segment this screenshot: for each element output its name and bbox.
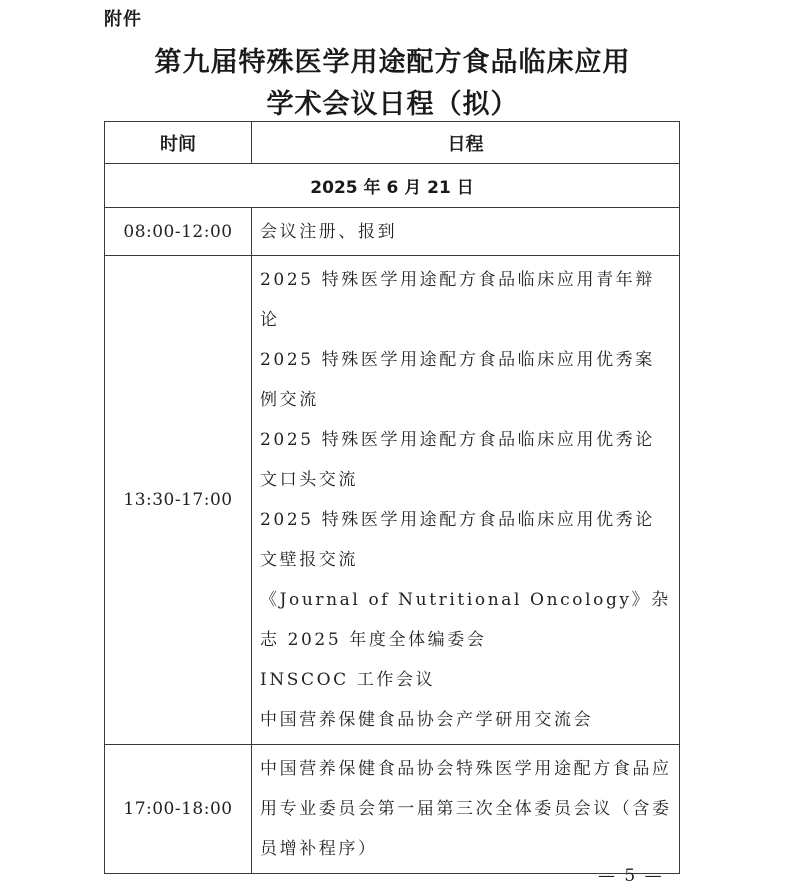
schedule-cell: [252, 208, 680, 256]
document-title-line-2: 学术会议日程（拟）: [266, 89, 519, 120]
table-row: [105, 208, 680, 256]
schedule-item: 中国营养保健食品协会特殊医学用途配方食品应用专业委员会第一届第三次全体委员会议（含委员增补程序）: [260, 759, 672, 859]
schedule-cell: [252, 256, 680, 745]
header-time: 时间: [105, 122, 252, 164]
time-cell: 17:00-18:00: [105, 745, 252, 874]
page-number: — 5 —: [598, 866, 664, 886]
table-row: [105, 256, 680, 745]
schedule-item: INSCOC 工作会议: [260, 670, 436, 690]
document-title-line-1: 第九届特殊医学用途配方食品临床应用: [154, 47, 631, 78]
table-row: [105, 745, 680, 874]
schedule-item: 2025 特殊医学用途配方食品临床应用青年辩论: [260, 270, 655, 330]
schedule-item: 2025 特殊医学用途配方食品临床应用优秀案例交流: [260, 350, 655, 410]
schedule-item: 《Journal of Nutritional Oncology》杂志 2025 年度全体编委会: [260, 590, 671, 650]
date-cell: 2025 年 6 月 21 日: [105, 164, 680, 208]
schedule-item: 2025 特殊医学用途配方食品临床应用优秀论文壁报交流: [260, 510, 655, 570]
header-schedule: 日程: [252, 122, 680, 164]
table-header-row: [105, 122, 680, 164]
schedule-table: [104, 121, 680, 874]
date-row: [105, 164, 680, 208]
schedule-item: 中国营养保健食品协会产学研用交流会: [260, 710, 594, 730]
schedule-item: 2025 特殊医学用途配方食品临床应用优秀论文口头交流: [260, 430, 655, 490]
attachment-label: 附件: [104, 9, 142, 30]
time-cell: 08:00-12:00: [105, 208, 252, 256]
schedule-cell: [252, 745, 680, 874]
schedule-item: 会议注册、报到: [260, 221, 398, 242]
time-cell: 13:30-17:00: [105, 256, 252, 745]
